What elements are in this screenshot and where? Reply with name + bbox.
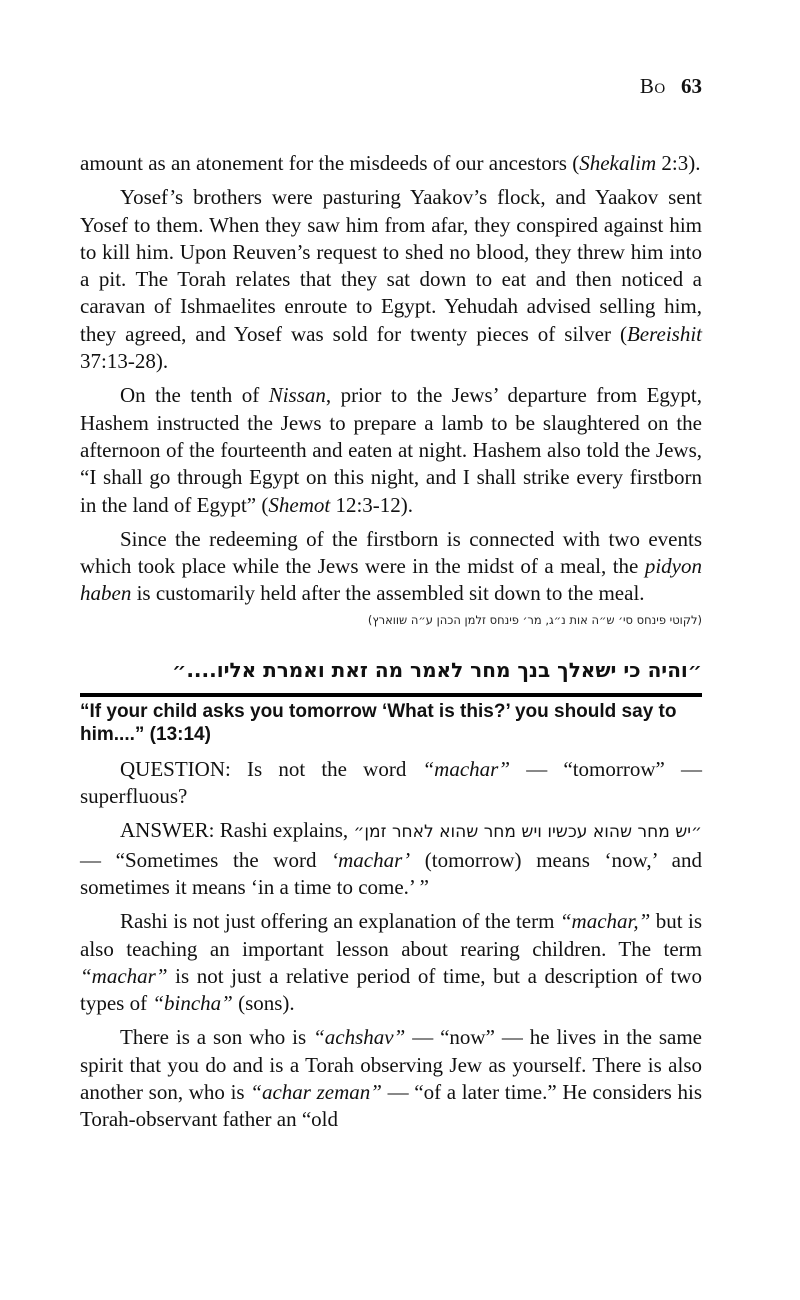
text-run: There is a son who is xyxy=(120,1025,314,1050)
text-run: Yosef’s brothers were pasturing Yaakov’s flock, and Yaakov sent Yosef to them. When they saw him from afar, they conspired against him to kill him. Upon Reuven’s request to shed no blood, they threw him into a pit. The Torah relates that they sat down to eat and then noticed a caravan of Ishmaelites enroute to Egypt. Yehudah advised selling him, they agreed, and Yosef was sold for twenty pieces of silver ( xyxy=(80,185,702,346)
bottom-paragraphs xyxy=(80,756,702,1134)
italic-term: Shemot xyxy=(268,492,331,517)
text-run: Since the redeeming of the firstborn is connected with two events which took place while the Jews were in the midst of a meal, the xyxy=(80,526,702,579)
text-run: , prior to the Jews’ departure from Egypt, Hashem instructed the Jews to prepare a lamb to be slaughtered on the afternoon of the fourteenth and eaten at night. Hashem also told the Jews, “I shall go through Egypt on this night, and I shall strike every firstborn in the land of Egypt” ( xyxy=(80,383,702,517)
hebrew-quote: ״יש מחר שהוא עכשיו ויש מחר שהוא לאחר זמן״ xyxy=(353,822,702,843)
text-run: but is also teaching an important lesson about rearing children. The term xyxy=(80,909,702,961)
text-run: QUESTION: Is not the word xyxy=(120,756,423,781)
text-run: amount as an atonement for the misdeeds of our ancestors ( xyxy=(80,151,580,175)
source-citation: (לקוטי פינחס סי׳ ש״ה אות נ״ג, מר׳ פינחס זלמן הכהן ע״ה שווארץ) xyxy=(367,612,702,627)
page-body xyxy=(80,0,702,1141)
paragraph xyxy=(80,150,702,177)
hebrew-heading: ״והיה כי ישאלך בנך מחר לאמר מה זאת ואמרת אליו....״ xyxy=(172,657,702,682)
text-run: is customarily held after the assembled sit down to the meal. xyxy=(131,581,645,606)
text-run: 37:13-28). xyxy=(80,349,169,374)
text-run: — “now” — he lives in the same spirit that you do and is a Torah observing Jew as yourself. There is also another son, who is xyxy=(80,1025,702,1105)
english-heading: “If your child asks you tomorrow ‘What is this?’ you should say to him....” (13:14) xyxy=(80,700,677,745)
italic-term: “machar” xyxy=(422,756,511,781)
chapter-title: Bo xyxy=(639,74,666,98)
paragraph xyxy=(80,1024,702,1133)
text-run: ANSWER: Rashi explains, xyxy=(120,818,354,843)
paragraph xyxy=(80,184,702,375)
text-run: (sons). xyxy=(232,991,295,1016)
text-run: — “tomorrow” — superfluous? xyxy=(80,756,703,809)
text-run: 2:3). xyxy=(656,151,701,175)
italic-term: “machar” xyxy=(80,963,168,988)
paragraph xyxy=(80,908,702,1017)
italic-term: “achar zeman” xyxy=(250,1080,382,1105)
text-run: Rashi is not just offering an explanation of the term xyxy=(120,909,560,934)
italic-term: “achshav” xyxy=(313,1025,406,1050)
text-run: — “of a later time.” He considers his Torah-observant father an “old xyxy=(80,1080,702,1132)
heading-rule xyxy=(80,693,702,697)
text-run: is not just a relative period of time, but a description of two types of xyxy=(80,963,702,1016)
italic-term: “bincha” xyxy=(152,991,233,1016)
top-paragraphs xyxy=(80,150,702,608)
paragraph xyxy=(80,817,702,901)
italic-term: Bereishit xyxy=(626,321,702,346)
text-run: 12:3-12). xyxy=(330,492,414,517)
italic-term: pidyon haben xyxy=(80,554,702,606)
paragraph xyxy=(80,382,702,518)
italic-term: ‘machar’ xyxy=(331,847,411,872)
italic-term: Nissan xyxy=(268,383,326,408)
paragraph xyxy=(80,526,702,608)
italic-term: “machar,” xyxy=(559,909,651,934)
text-run: (tomorrow) means ‘now,’ and sometimes it means ‘in a time to come.’ ” xyxy=(80,847,702,899)
paragraph xyxy=(80,756,702,811)
italic-term: Shekalim xyxy=(579,151,657,175)
text-run: — “Sometimes the word xyxy=(80,847,332,872)
page-number: 63 xyxy=(681,74,702,98)
text-run: On the tenth of xyxy=(120,383,269,408)
